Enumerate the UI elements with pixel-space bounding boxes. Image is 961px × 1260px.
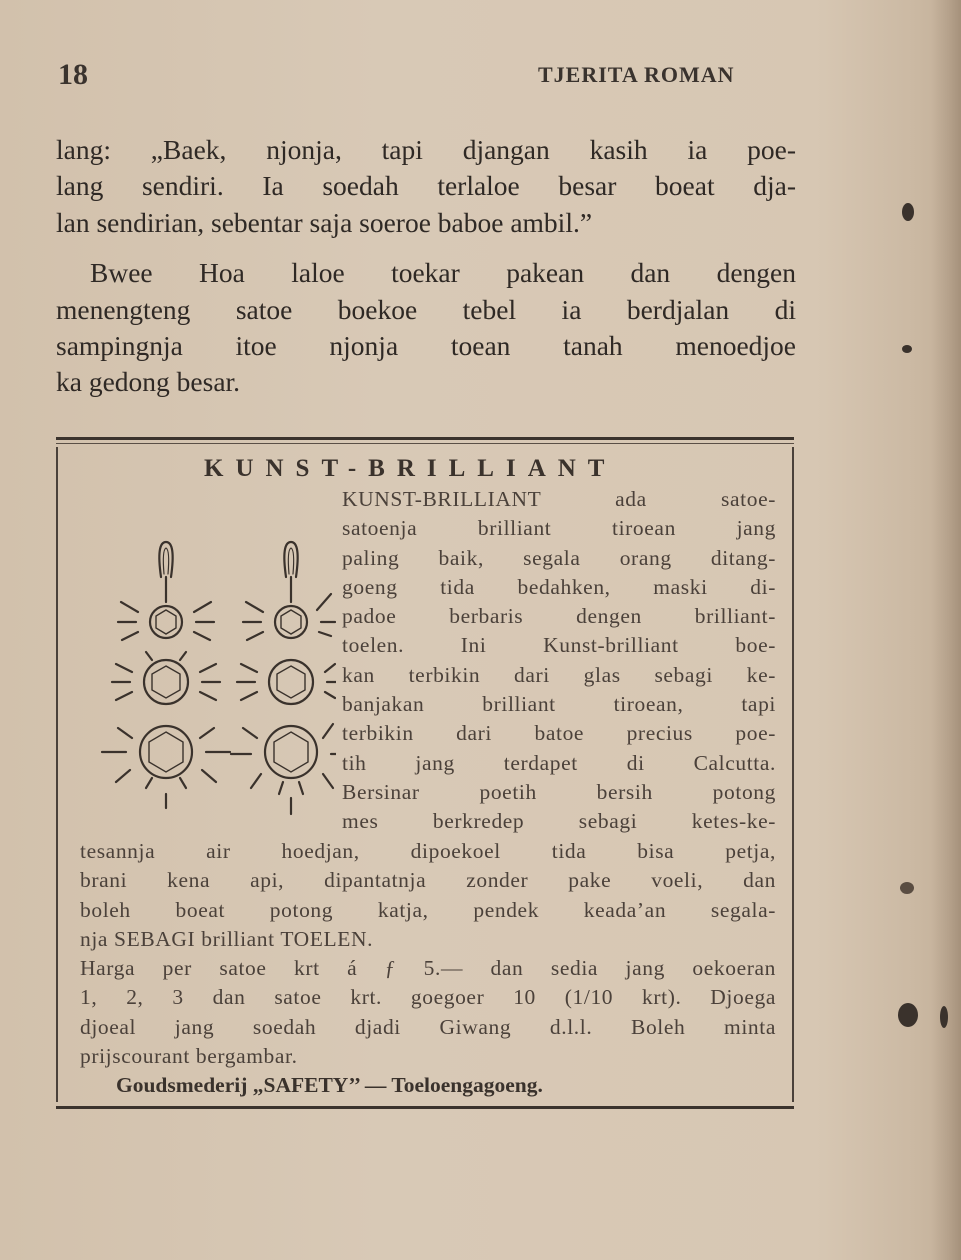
page-number: 18 bbox=[58, 58, 88, 91]
ad-line: brani kena api, dipantatnja zonder pake voeli, dan bbox=[80, 868, 776, 893]
ink-speck bbox=[900, 882, 914, 894]
ad-line: KUNST-BRILLIANT ada satoe- bbox=[342, 487, 776, 511]
ad-title: KUNST-BRILLIANT bbox=[204, 455, 617, 482]
text-line: Bwee Hoa laloe toekar pakean dan dengen bbox=[90, 257, 796, 289]
paragraph-2 bbox=[56, 255, 796, 401]
text-line: lan sendirian, sebentar saja soeroe baboe ambil.” bbox=[56, 206, 593, 238]
page-edge-shadow bbox=[931, 0, 961, 1260]
price-line: djoeal jang soedah djadi Giwang d.l.l. Boleh minta bbox=[80, 1014, 776, 1039]
ad-bottom-rule bbox=[56, 1106, 794, 1109]
ad-line: tesannja air hoedjan, dipoekoel tida bisa petja, bbox=[80, 839, 776, 863]
left-earring bbox=[102, 542, 230, 808]
ad-line: satoenja brilliant tiroean jang bbox=[342, 516, 776, 541]
price-line: prijscourant bergambar. bbox=[80, 1044, 298, 1069]
body-text bbox=[56, 132, 796, 401]
ad-line: paling baik, segala orang ditang- bbox=[342, 545, 776, 570]
price-line: Harga per satoe krt á ƒ 5.— dan sedia jang oekoeran bbox=[80, 956, 776, 981]
ad-line: terbikin dari batoe precius poe- bbox=[342, 721, 776, 746]
running-title: TJERITA ROMAN bbox=[538, 62, 735, 87]
advertisement-box bbox=[56, 437, 794, 1109]
ink-speck bbox=[940, 1006, 948, 1028]
ad-line: boleh boeat potong katja, pendek keada’an segala- bbox=[80, 897, 776, 922]
ad-line: banjakan brilliant tiroean, tapi bbox=[342, 692, 776, 717]
text-line: lang: „Baek, njonja, tapi djangan kasih ia poe- bbox=[56, 134, 796, 165]
ink-speck bbox=[898, 1003, 918, 1027]
ad-line: goeng tida bedahken, maski di- bbox=[342, 574, 776, 599]
ad-line: padoe berbaris dengen brilliant- bbox=[342, 604, 776, 629]
ad-line: toelen. Ini Kunst-brilliant boe- bbox=[342, 633, 776, 658]
ad-narrow-text bbox=[342, 485, 776, 837]
ad-top-rule bbox=[56, 437, 794, 440]
ad-line: tih jang terdapet di Calcutta. bbox=[342, 750, 776, 775]
ad-wide-text bbox=[80, 837, 776, 1071]
ad-footer: Goudsmederij „SAFETY’’ — Toeloengagoeng. bbox=[116, 1073, 543, 1097]
ad-top-rule-thin bbox=[56, 443, 794, 444]
text-line: ka gedong besar. bbox=[56, 366, 241, 398]
ad-line: Bersinar poetih bersih potong bbox=[342, 779, 776, 804]
text-line: menengteng satoe boekoe tebel ia berdjalan di bbox=[56, 293, 796, 325]
ad-line: nja SEBAGI brilliant TOELEN. bbox=[80, 926, 374, 951]
price-line: 1, 2, 3 dan satoe krt. goegoer 10 (1/10 krt). Djoega bbox=[80, 985, 776, 1010]
earrings-illustration bbox=[86, 532, 336, 832]
text-line: sampingnja itoe njonja toean tanah menoedjoe bbox=[56, 330, 796, 362]
ad-right-rule bbox=[792, 447, 794, 1102]
ad-line: mes berkredep sebagi ketes-ke- bbox=[342, 809, 776, 834]
ink-speck bbox=[902, 203, 914, 221]
ad-left-rule bbox=[56, 447, 58, 1102]
ink-speck bbox=[902, 345, 912, 353]
text-line: lang sendiri. Ia soedah terlaloe besar boeat dja- bbox=[56, 170, 796, 202]
right-earring bbox=[231, 542, 336, 814]
paragraph-1 bbox=[56, 132, 796, 241]
ad-line: kan terbikin dari glas sebagi ke- bbox=[342, 662, 776, 687]
